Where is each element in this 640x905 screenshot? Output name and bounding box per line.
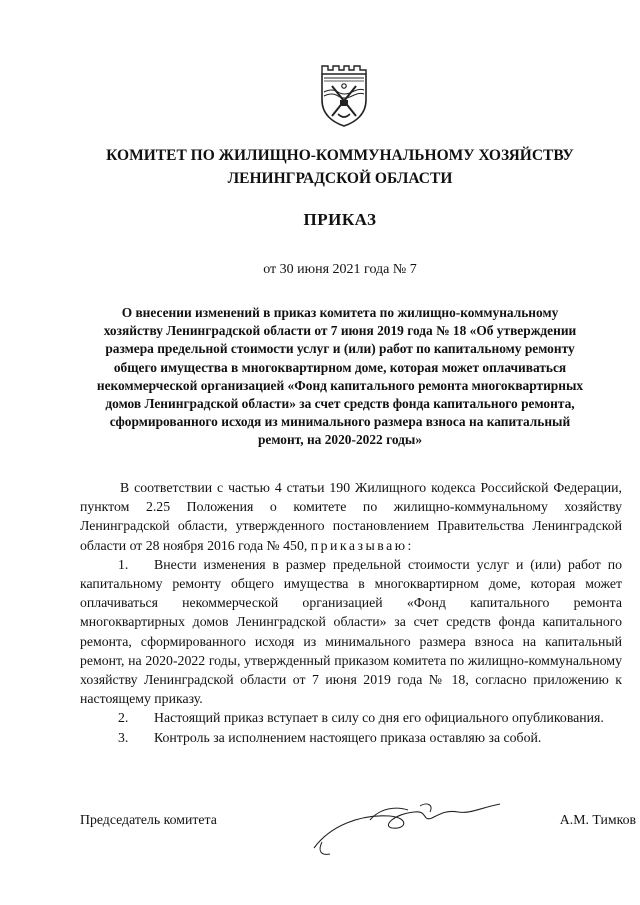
order-date: от 30 июня 2021 года № 7 bbox=[263, 262, 417, 277]
item-text: Контроль за исполнением настоящего приказа оставляю за собой. bbox=[154, 729, 542, 745]
committee-name-line-1: КОМИТЕТ ПО ЖИЛИЩНО-КОММУНАЛЬНОМУ ХОЗЯЙСТВУ bbox=[106, 147, 574, 164]
committee-name bbox=[60, 144, 620, 190]
coat-of-arms-icon bbox=[318, 60, 370, 128]
committee-name-line-2: ЛЕНИНГРАДСКОЙ ОБЛАСТИ bbox=[227, 170, 453, 187]
signatory-title: Председатель комитета bbox=[80, 812, 217, 827]
order-title: ПРИКАЗ bbox=[303, 210, 377, 229]
subject-line: размера предельной стоимости услуг и (или) работ по капитальному ремонту bbox=[105, 341, 575, 357]
order-subject bbox=[60, 304, 620, 450]
item-text: Внести изменения в размер предельной стоимости услуг и (или) работ по капитальному ремонту общего имущества в многоквартирном доме, которая может оплачиваться некоммерческой организацией «Фонд капитального ремонта многоквартирных домов Ленинградской области» за счет средств фонда капитального ремонта, сформированного исходя из минимального размера взноса на капитальный ремонт, на 2020-2022 годы, утвержденный приказом комитета по жилищно-коммунальному хозяйству Ленинградской области от 7 июня 2019 года № 18, согласно приложению к настоящему приказу. bbox=[80, 556, 622, 707]
subject-line: О внесении изменений в приказ комитета по жилищно-коммунальному bbox=[121, 305, 559, 320]
order-item-3 bbox=[80, 728, 622, 747]
order-item-1 bbox=[80, 555, 622, 709]
item-text: Настоящий приказ вступает в силу со дня его официального опубликования. bbox=[154, 710, 604, 726]
signatory-name: А.М. Тимков bbox=[559, 812, 636, 827]
subject-line: хозяйству Ленинградской области от 7 июня 2019 года № 18 «Об утверждении bbox=[103, 323, 577, 339]
subject-line: домов Ленинградской области» за счет средств фонда капитального ремонта, bbox=[105, 396, 575, 412]
subject-line: сформированного исходя из минимального размера взноса на капитальный bbox=[109, 414, 571, 430]
subject-line: ремонт, на 2020-2022 годы» bbox=[257, 432, 423, 448]
order-item-2 bbox=[80, 708, 622, 727]
handwritten-signature-icon bbox=[310, 796, 520, 860]
preamble-text: В соответствии с частью 4 статьи 190 Жилищного кодекса Российской Федерации, пунктом 2.25 Положения о комитете по жилищно-коммунальному хозяйству Ленинградской области, утвержденного постановлением Правительства Ленинградской области от 28 ноября 2016 года № 450, bbox=[80, 480, 622, 553]
item-number: 3. bbox=[118, 729, 129, 745]
subject-line: общего имущества в многоквартирном доме, которая может оплачиваться bbox=[113, 359, 567, 375]
subject-line: некоммерческой организацией «Фонд капитального ремонта многоквартирных bbox=[96, 377, 584, 393]
item-number: 1. bbox=[118, 556, 129, 572]
order-keyword: приказываю: bbox=[310, 537, 414, 553]
order-body bbox=[80, 478, 622, 747]
item-number: 2. bbox=[118, 710, 129, 726]
preamble-paragraph bbox=[80, 478, 622, 555]
